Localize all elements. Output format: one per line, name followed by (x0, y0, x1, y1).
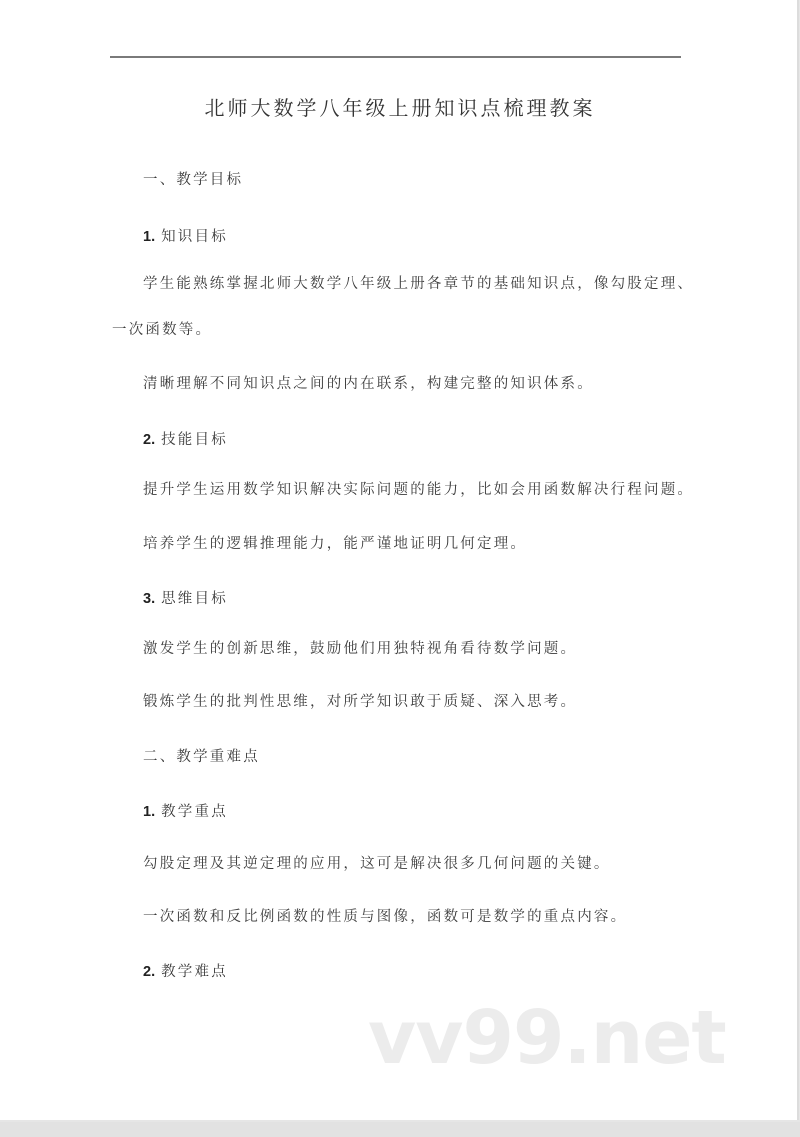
subsection-label: 教学重点 (161, 804, 228, 820)
subsection-heading (143, 225, 228, 246)
paragraph: 一次函数和反比例函数的性质与图像，函数可是数学的重点内容。 (143, 909, 628, 925)
section-heading: 一、教学目标 (143, 172, 244, 188)
subsection-heading (143, 587, 228, 608)
document-title: 北师大数学八年级上册知识点梳理教案 (204, 96, 596, 120)
paragraph: 清晰理解不同知识点之间的内在联系，构建完整的知识体系。 (143, 376, 594, 392)
paragraph: 勾股定理及其逆定理的应用，这可是解决很多几何问题的关键。 (143, 856, 611, 872)
subsection-label: 知识目标 (161, 229, 228, 245)
subsection-heading (143, 960, 228, 981)
subsection-number: 2. (143, 964, 156, 980)
subsection-number: 3. (143, 591, 156, 607)
header-rule (110, 56, 681, 58)
subsection-number: 1. (143, 804, 156, 820)
subsection-label: 技能目标 (161, 432, 228, 448)
paragraph: 培养学生的逻辑推理能力，能严谨地证明几何定理。 (143, 536, 528, 552)
watermark: vv99.net (368, 995, 726, 1081)
section-heading: 二、教学重难点 (143, 749, 260, 765)
paragraph: 学生能熟练掌握北师大数学八年级上册各章节的基础知识点，像勾股定理、 (143, 276, 695, 292)
paragraph: 激发学生的创新思维，鼓励他们用独特视角看待数学问题。 (143, 641, 578, 657)
subsection-label: 思维目标 (161, 591, 228, 607)
subsection-heading (143, 800, 228, 821)
paragraph: 锻炼学生的批判性思维，对所学知识敢于质疑、深入思考。 (143, 694, 578, 710)
subsection-heading (143, 428, 228, 449)
subsection-label: 教学难点 (161, 964, 228, 980)
subsection-number: 2. (143, 432, 156, 448)
subsection-number: 1. (143, 229, 156, 245)
paragraph: 提升学生运用数学知识解决实际问题的能力，比如会用函数解决行程问题。 (143, 482, 695, 498)
page-bottom-edge (0, 1122, 800, 1137)
paragraph-continuation: 一次函数等。 (112, 322, 213, 338)
